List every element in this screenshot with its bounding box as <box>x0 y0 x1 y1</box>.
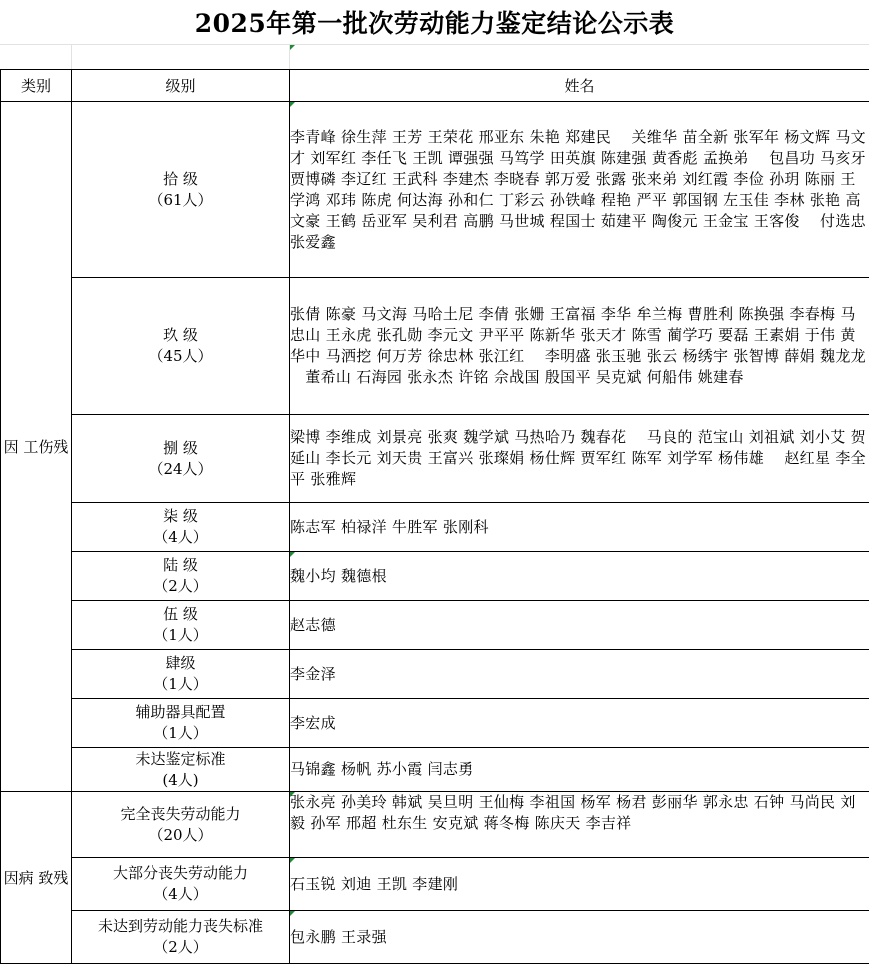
table-row <box>1 503 869 552</box>
level-cell: 拾 级 （61人） <box>72 102 290 278</box>
result-table <box>0 69 869 964</box>
cell-comment-marker <box>290 102 295 107</box>
table-row <box>1 552 869 601</box>
gridline <box>0 44 869 45</box>
level-cell: 肆级 （1人） <box>72 650 290 699</box>
names-cell: 张倩 陈豪 马文海 马哈土尼 李倩 张姗 王富福 李华 牟兰梅 曹胜利 陈换强 李春梅 马忠山 王永虎 张孔勋 李元文 尹平平 陈新华 张天才 陈雪 蔺学巧 要磊 王素娟 于伟 黄华中 马洒挖 何万芳 徐忠林 张江红 李明盛 张玉驰 张云 杨绣宇 张智博 薛娟 魏龙龙 董希山 石海园 张永杰 许铭 佘战国 殷国平 吴克斌 何船伟 姚建春 <box>290 278 869 415</box>
page-title: 2025年第一批次劳动能力鉴定结论公示表 <box>194 9 675 38</box>
cell-comment-marker <box>290 858 295 863</box>
level-cell: 未达到劳动能力丧失标准 （2人） <box>72 911 290 964</box>
table-row <box>1 858 869 911</box>
table-row <box>1 278 869 415</box>
names-cell: 张永亮 孙美玲 韩斌 吴旦明 王仙梅 李祖国 杨军 杨君 彭丽华 郭永忠 石钟 马尚民 刘毅 孙军 邢超 杜东生 安克斌 蒋冬梅 陈庆天 李吉祥 <box>290 792 869 858</box>
category-cell: 因病 致残 <box>1 792 72 964</box>
names-cell: 包永鹏 王录强 <box>290 911 869 964</box>
cell-comment-marker <box>290 911 295 916</box>
names-cell: 梁博 李维成 刘景亮 张爽 魏学斌 马热哈乃 魏春花 马良的 范宝山 刘祖斌 刘小艾 贺延山 李长元 刘天贵 王富兴 张璨娟 杨仕辉 贾军红 陈军 刘学军 杨伟雄 赵红星 李全平 张雅辉 <box>290 415 869 503</box>
table-row <box>1 601 869 650</box>
level-cell: 捌 级 （24人） <box>72 415 290 503</box>
table-row <box>1 748 869 792</box>
names-cell: 李宏成 <box>290 699 869 748</box>
cell-comment-marker <box>290 552 295 557</box>
level-cell: 陆 级 （2人） <box>72 552 290 601</box>
level-cell: 完全丧失劳动能力 （20人） <box>72 792 290 858</box>
names-cell: 马锦鑫 杨帆 苏小霞 闫志勇 <box>290 748 869 792</box>
names-cell: 李青峰 徐生萍 王芳 王荣花 邢亚东 朱艳 郑建民 关维华 苗全新 张军年 杨文辉 马文才 刘军红 李任飞 王凯 谭强强 马笃学 田英旗 陈建强 黄香彪 孟换弟 包昌功 马亥牙 贾博磷 李辽红 王武科 李建杰 李晓春 郭万爱 张露 张来弟 刘红霞 李俭 孙玥 陈丽 王学鸿 邓玮 陈虎 何达海 孙和仁 丁彩云 孙铁峰 程艳 严平 郭国钢 左玉佳 李林 张艳 高文豪 王鹤 岳亚军 吴利君 高鹏 马世城 程国士 茹建平 陶俊元 王金宝 王客俊 付选忠 张爱鑫 <box>290 102 869 278</box>
table-row <box>1 699 869 748</box>
names-cell: 李金泽 <box>290 650 869 699</box>
table-row <box>1 415 869 503</box>
header-row <box>1 70 869 102</box>
level-cell: 大部分丧失劳动能力 （4人） <box>72 858 290 911</box>
header-names: 姓名 <box>290 70 869 102</box>
level-cell: 未达鉴定标准 (4人) <box>72 748 290 792</box>
names-cell: 陈志军 柏禄洋 牛胜军 张刚科 <box>290 503 869 552</box>
table-row <box>1 792 869 858</box>
level-cell: 伍 级 （1人） <box>72 601 290 650</box>
names-cell: 赵志德 <box>290 601 869 650</box>
table-row <box>1 102 869 278</box>
table-row <box>1 650 869 699</box>
cell-comment-marker <box>290 792 295 797</box>
cell-comment-marker <box>290 45 295 50</box>
level-cell: 辅助器具配置 （1人） <box>72 699 290 748</box>
table-row <box>1 911 869 964</box>
gridline <box>71 44 72 69</box>
category-cell: 因 工伤残 <box>1 102 72 792</box>
header-category: 类别 <box>1 70 72 102</box>
header-level: 级别 <box>72 70 290 102</box>
level-cell: 玖 级 （45人） <box>72 278 290 415</box>
names-cell: 石玉锐 刘迪 王凯 李建刚 <box>290 858 869 911</box>
level-cell: 柒 级 （4人） <box>72 503 290 552</box>
names-cell: 魏小均 魏德根 <box>290 552 869 601</box>
